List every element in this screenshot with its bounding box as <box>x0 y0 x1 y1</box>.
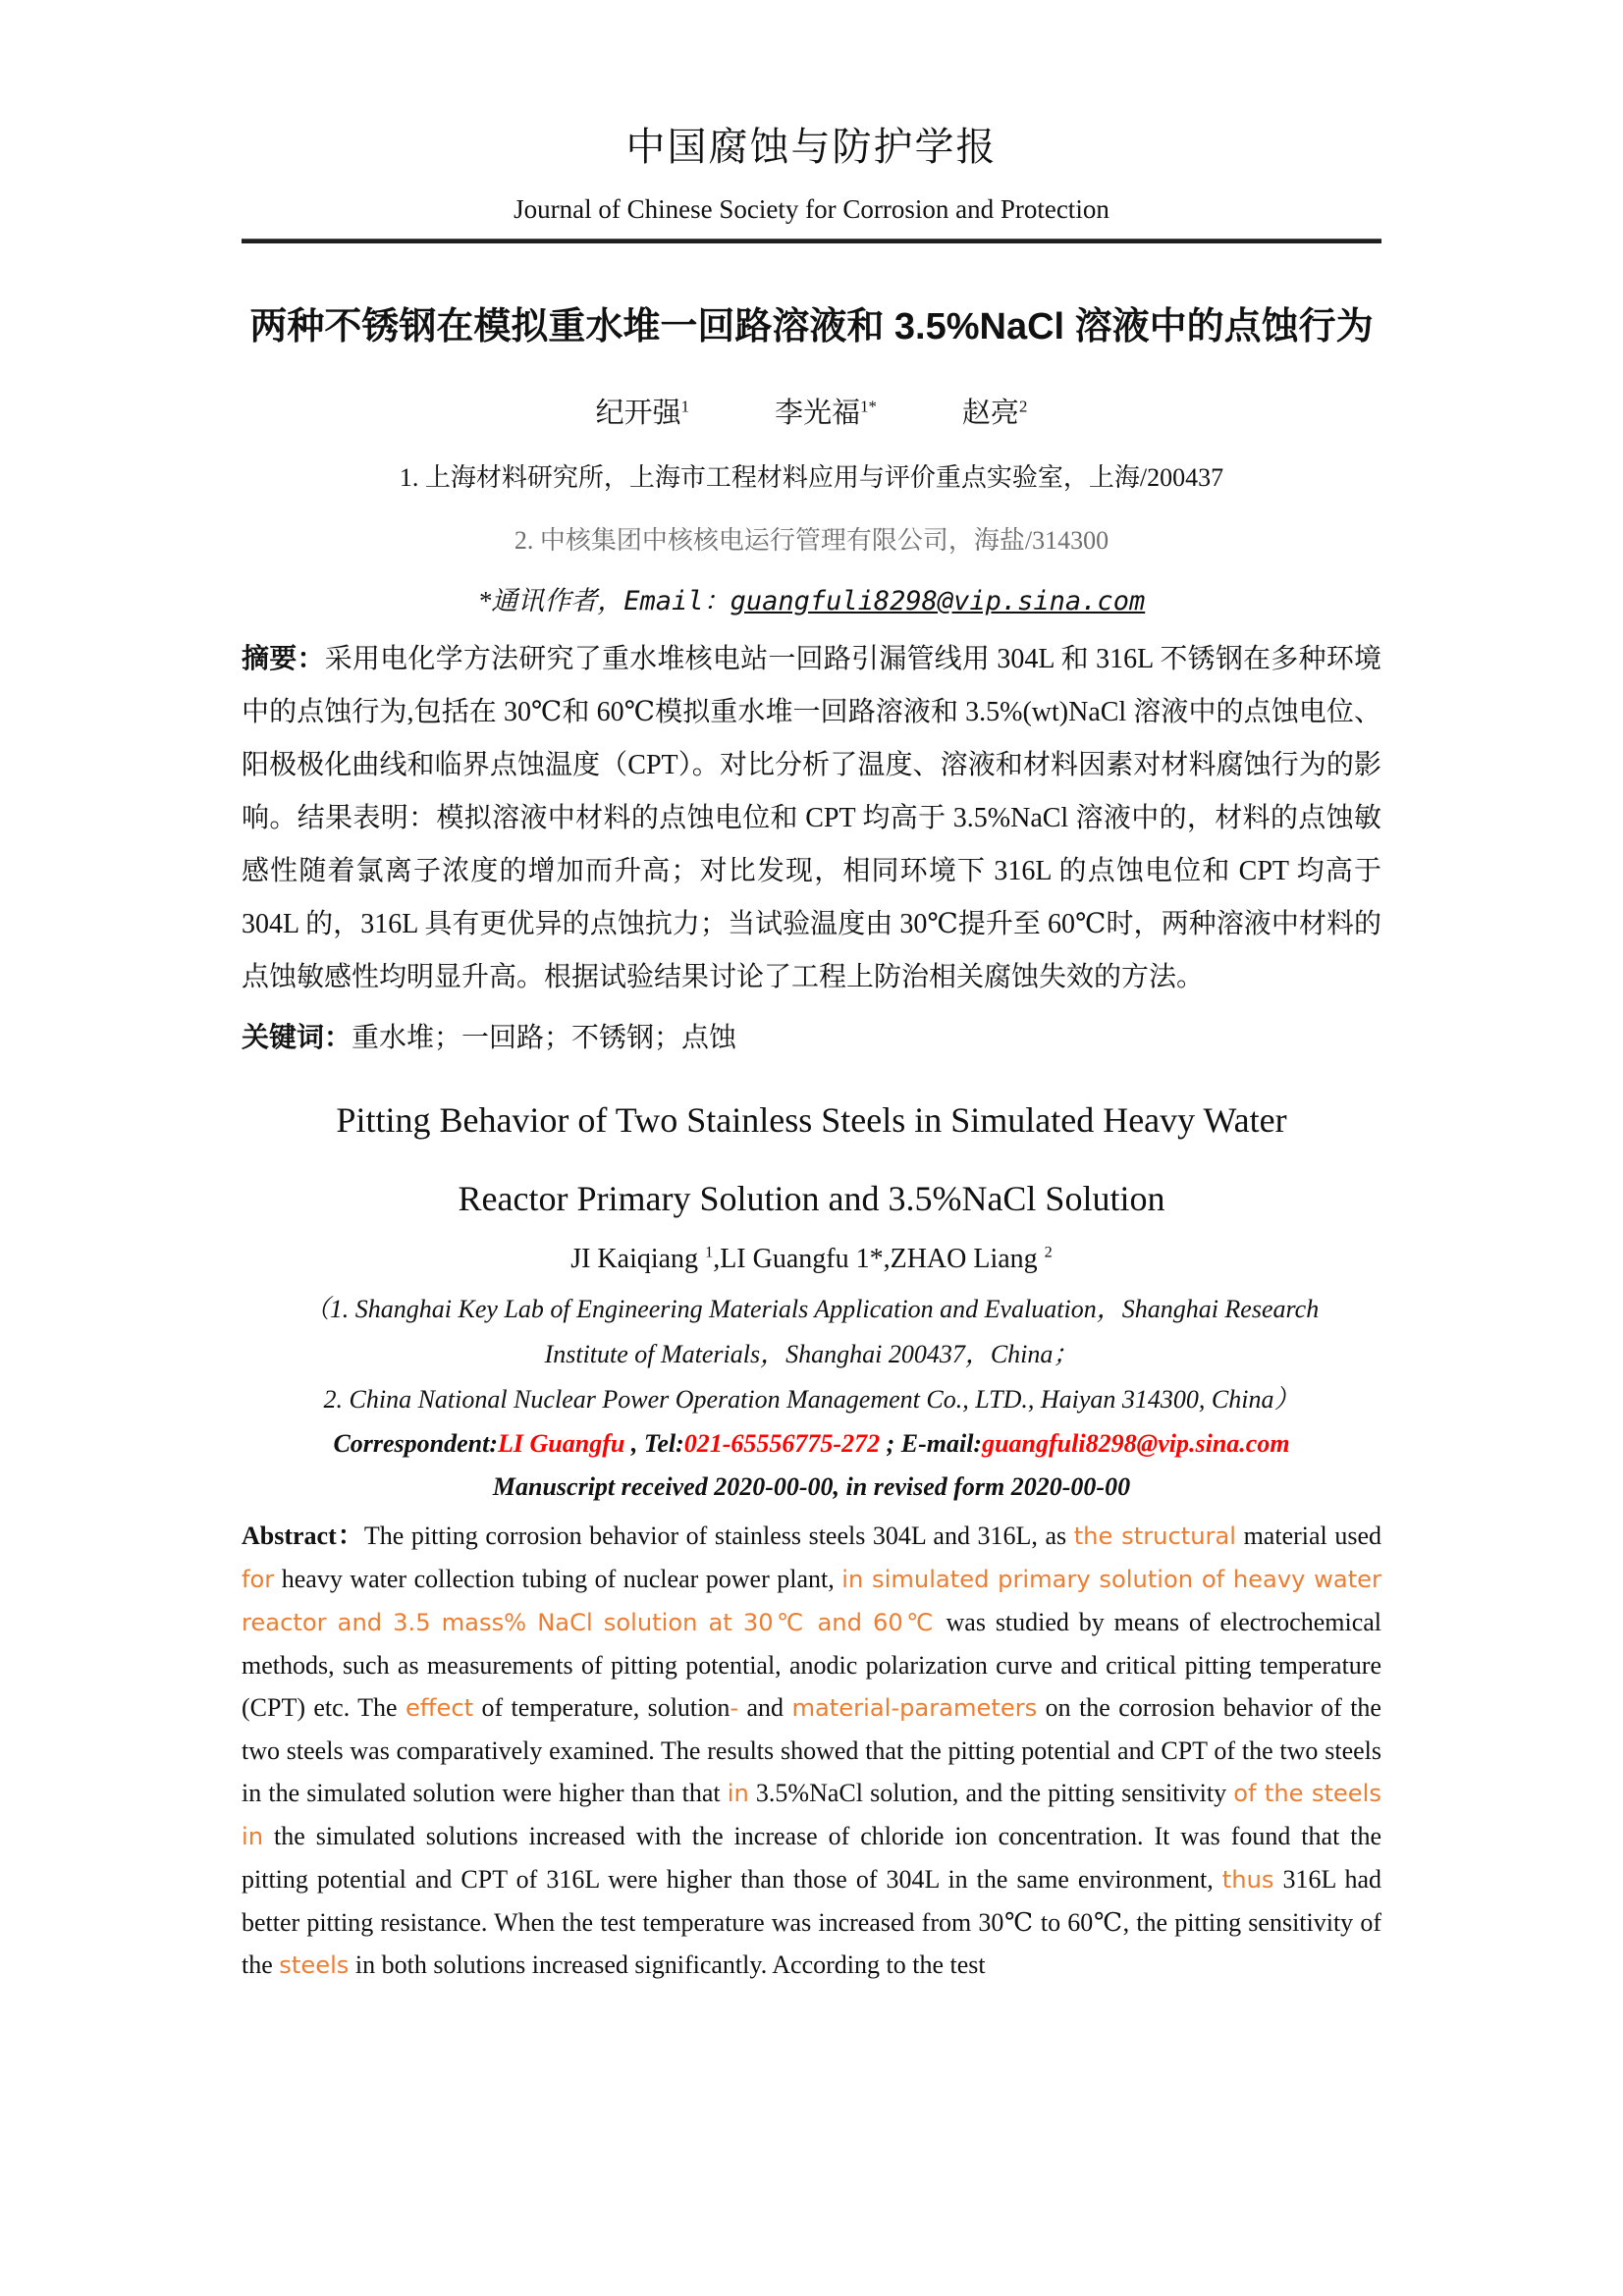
journal-title-zh: 中国腐蚀与防护学报 <box>625 125 998 169</box>
affiliation-en-line3: 2. China National Nuclear Power Operation Management Co., LTD., Haiyan 314300, China） <box>323 1385 1300 1414</box>
article-title-en-line2: Reactor Primary Solution and 3.5%NaCl Solution <box>458 1179 1165 1218</box>
affiliation-en-line1: （1. Shanghai Key Lab of Engineering Materials Application and Evaluation，Shanghai Research <box>303 1295 1320 1323</box>
authors-en: JI Kaiqiang $^1$,LI Guangfu 1*,ZHAO Liang $^2$ <box>570 1243 1053 1274</box>
affiliation-en-line2: Institute of Materials，Shanghai 200437，China； <box>544 1340 1079 1368</box>
article-title-zh: 两种不锈钢在模拟重水堆一回路溶液和 3.5%NaCl 溶液中的点蚀行为 <box>249 306 1374 347</box>
affiliation-zh-2: 2. 中核集团中核核电运行管理有限公司，海盐/314300 <box>514 526 1109 555</box>
keywords-zh: 关键词：重水堆；一回路；不锈钢；点蚀 <box>242 1023 737 1053</box>
abstract-en: Abstract：The pitting corrosion behavior of stainless steels 304L and 316L, as the structural material used for heavy water collection tubing of nuclear power plant, in simulated primary solution of heavy water reactor and 3.5 mass% NaCl solution at 30℃ and 60℃ was studied by means of electrochemical methods, such as measurements of pitting potential, anodic polarization curve and critical pitting temperature (CPT) etc. The effect of temperature, solution- and material-parameters on the corrosion behavior of the two steels was comparatively examined. The results showed that the pitting potential and CPT of the two steels in the simulated solution were higher than that in 3.5%NaCl solution, and the pitting sensitivity of the steels in the simulated solutions increased with the increase of chloride ion concentration. It was found that the pitting potential and CPT of 316L were higher than those of 304L in the same environment, thus 316L had better pitting resistance. When the test temperature was increased from 30℃ to 60℃, the pitting sensitivity of the steels in both solutions increased significantly. According to the test <box>242 1522 1381 1979</box>
correspondent-zh[interactable]: *通讯作者，Email：guangfuli8298@vip.sina.com <box>477 586 1146 616</box>
masthead-divider <box>242 239 1381 243</box>
correspondent-en: Correspondent:LI Guangfu , Tel:021-65556775-272 ; E-mail:guangfuli8298@vip.sina.com <box>333 1429 1290 1458</box>
journal-title-en: Journal of Chinese Society for Corrosion and Protection <box>514 194 1109 224</box>
manuscript-received-line: Manuscript received 2020-00-00, in revised form 2020-00-00 <box>492 1472 1131 1501</box>
journal-masthead <box>242 125 1381 243</box>
abstract-zh: 摘要：采用电化学方法研究了重水堆核电站一回路引漏管线用 304L 和 316L 不锈钢在多种环境中的点蚀行为,包括在 30℃和 60℃模拟重水堆一回路溶液和 3.5%(wt)NaCl 溶液中的点蚀电位、阳极极化曲线和临界点蚀温度（CPT）。对比分析了温度、溶液和材料因素对材料腐蚀行为的影响。结果表明：模拟溶液中材料的点蚀电位和 CPT 均高于 3.5%NaCl 溶液中的，材料的点蚀敏感性随着氯离子浓度的增加而升高；对比发现，相同环境下 316L 的点蚀电位和 CPT 均高于 304L 的，316L 具有更优异的点蚀抗力；当试验温度由 30℃提升至 60℃时，两种溶液中材料的点蚀敏感性均明显升高。根据试验结果讨论了工程上防治相关腐蚀失效的方法。 <box>242 644 1381 992</box>
authors-zh: 纪开强$^1$ 李光福$^{1*}$ 赵亮$^2$ <box>595 397 1028 429</box>
article-title-en-line1: Pitting Behavior of Two Stainless Steels in Simulated Heavy Water <box>336 1100 1287 1140</box>
affiliation-zh-1: 1. 上海材料研究所，上海市工程材料应用与评价重点实验室，上海/200437 <box>399 463 1224 492</box>
